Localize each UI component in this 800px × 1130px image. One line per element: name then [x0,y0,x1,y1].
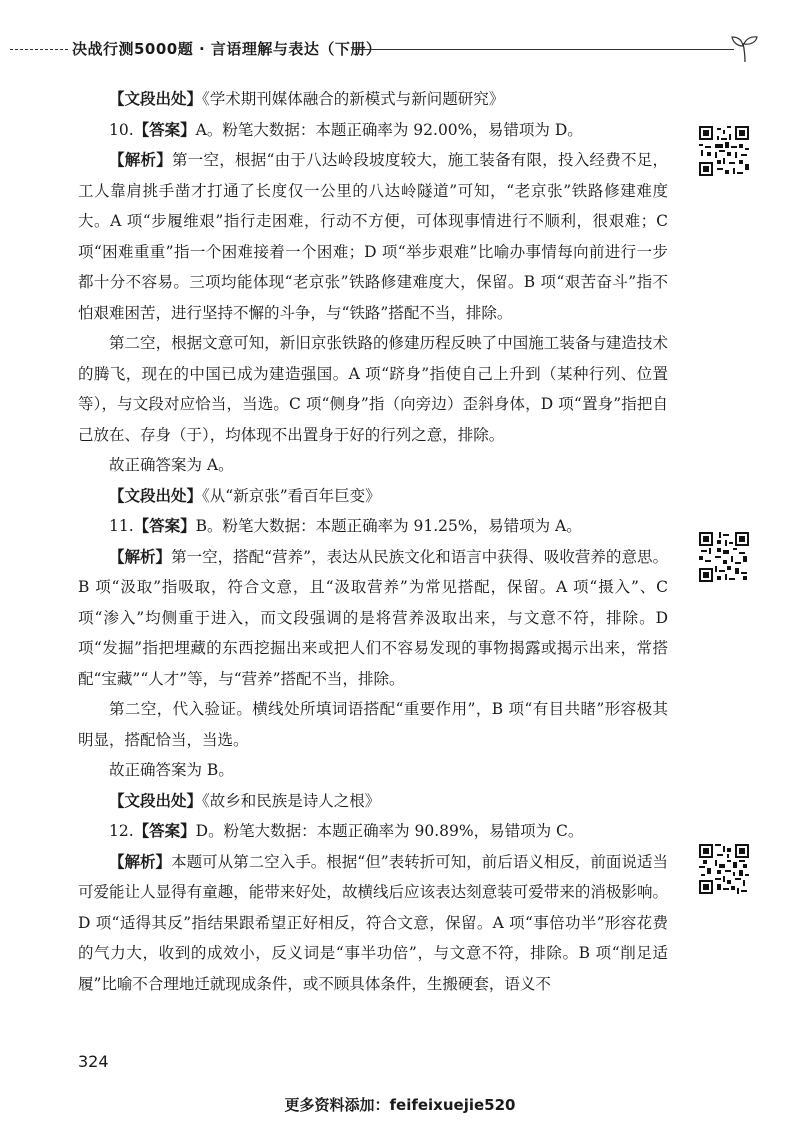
qr-code-icon[interactable] [699,844,749,894]
conclusion-line: 故正确答案为 B。 [109,761,234,779]
answer-explanation-body [78,84,668,999]
footer-note: 更多资料添加：feifeixuejie520 [284,1096,516,1114]
answer-line: 11.【答案】B。粉笔大数据：本题正确率为 91.25%，易错项为 A。 [109,517,582,535]
analysis-paragraph: 【解析】第一空，根据“由于八达岭段坡度较大，施工装备有限，投入经费不足，工人靠肩挑手凿才打通了长度仅一公里的八达岭隧道”可知，“老京张”铁路修建难度大。A 项“步履维艰”指行走困难，行动不方便，可体现事情进行不顺利，很艰难；C 项“困难重重”指一个困难接着一个困难；D 项“举步艰难”比喻办事情每向前进行一步都十分不容易。三项均能体现“老京张”铁路修建难度大，保留。B 项“艰苦奋斗”指不怕艰难困苦，进行坚持不懈的斗争，与“铁路”搭配不当，排除。 [78,151,668,322]
body-paragraph: 第二空，代入验证。横线处所填词语搭配“重要作用”，B 项“有目共睹”形容极其明显，搭配恰当，当选。 [78,700,668,749]
answer-line: 12.【答案】D。粉笔大数据：本题正确率为 90.89%，易错项为 C。 [109,822,584,840]
page-number: 324 [78,1052,109,1071]
sprout-icon [728,34,762,64]
page-header [0,34,800,64]
conclusion-line: 故正确答案为 A。 [109,456,234,474]
header-rule [352,49,734,50]
source-line: 【文段出处】《学术期刊媒体融合的新模式与新问题研究》 [109,90,505,108]
analysis-paragraph: 【解析】本题可从第二空入手。根据“但”表转折可知，前后语义相反，前面说适当可爱能让人显得有童趣，能带来好处，故横线后应该表达刻意装可爱带来的消极影响。D 项“适得其反”指结果跟希望正好相反，符合文意，保留。A 项“事倍功半”形容花费的气力大，收到的成效小，反义词是“事半功倍”，与文意不符，排除。B 项“削足适履”比喻不合理地迁就现成条件，或不顾具体条件，生搬硬套，语义不 [78,852,668,993]
answer-line: 10.【答案】A。粉笔大数据：本题正确率为 92.00%，易错项为 D。 [109,120,583,139]
source-line: 【文段出处】《故乡和民族是诗人之根》 [109,791,381,810]
analysis-paragraph: 【解析】第一空，搭配“营养”，表达从民族文化和语言中获得、吸收营养的意思。B 项“汲取”指吸取，符合文意，且“汲取营养”为常见搭配，保留。A 项“摄入”、C 项“渗入”均侧重于进入，而文段强调的是将营养汲取出来，与文意不符，排除。D 项“发掘”指把埋藏的东西挖掘出来或把人们不容易发现的事物揭露或揭示出来，常搭配“宝藏”“人才”等，与“营养”搭配不当，排除。 [78,547,668,688]
qr-code-icon[interactable] [699,532,749,582]
body-paragraph: 第二空，根据文意可知，新旧京张铁路的修建历程反映了中国施工装备与建造技术的腾飞，现在的中国已成为建造强国。A 项“跻身”指使自己上升到（某种行列、位置等），与文段对应恰当，当选。C 项“侧身”指（向旁边）歪斜身体，D 项“置身”指把自己放在、存身（于），均体现不出置身于好的行列之意，排除。 [78,334,668,444]
running-title: 决战行测5000题 · 言语理解与表达（下册） [72,40,382,58]
source-line: 【文段出处】《从“新京张”看百年巨变》 [109,486,381,505]
qr-code-icon[interactable] [699,126,749,176]
header-dashed-rule [10,49,68,50]
